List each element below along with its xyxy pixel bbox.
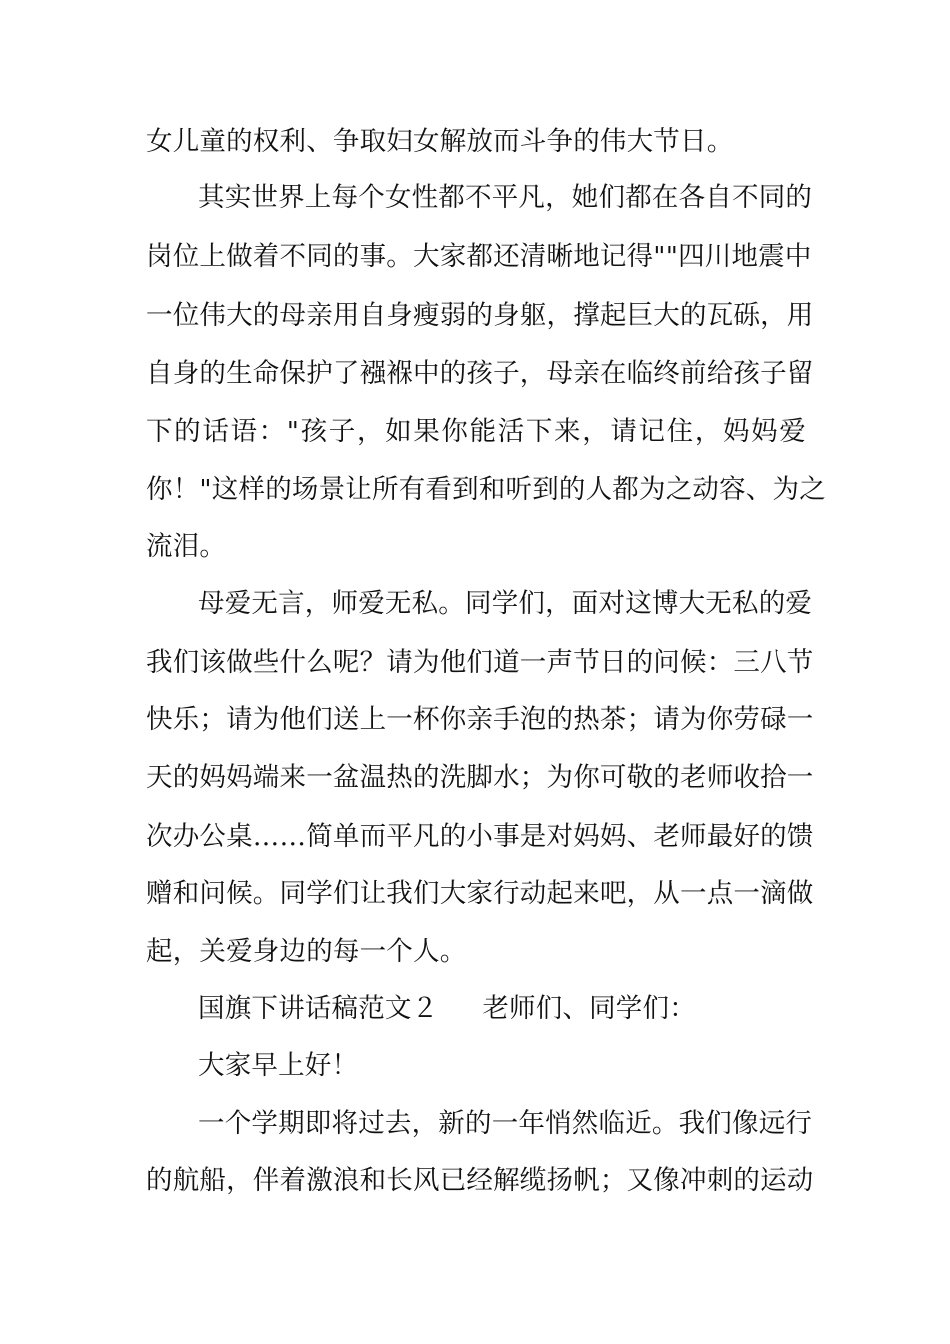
- paragraph-line: 一位伟大的母亲用自身瘦弱的身躯，撑起巨大的瓦砾，用: [146, 300, 814, 331]
- paragraph-line: 母爱无言，师爱无私。同学们，面对这博大无私的爱: [198, 588, 813, 619]
- paragraph-line: 起，关爱身边的每一个人。: [146, 936, 467, 967]
- paragraph-line: 你！"这样的场景让所有看到和听到的人都为之动容、为之: [146, 474, 826, 505]
- heading-greeting: 老师们、同学们：: [482, 993, 696, 1024]
- paragraph-line: 天的妈妈端来一盆温热的洗脚水；为你可敬的老师收拾一: [146, 762, 814, 793]
- heading-title: 国旗下讲话稿范文２: [198, 993, 439, 1024]
- paragraph-line: 流泪。: [146, 531, 227, 562]
- paragraph-line: 一个学期即将过去，新的一年悄然临近。我们像远行: [198, 1108, 813, 1139]
- paragraph-line: 自身的生命保护了襁褓中的孩子，母亲在临终前给孩子留: [146, 358, 814, 389]
- paragraph-line: 岗位上做着不同的事。大家都还清晰地记得""四川地震中: [146, 241, 812, 272]
- paragraph-line: 的航船，伴着激浪和长风已经解缆扬帆；又像冲刺的运动: [146, 1165, 814, 1196]
- paragraph-line: 我们该做些什么呢？请为他们道一声节日的问候：三八节: [146, 647, 814, 678]
- paragraph-line: 女儿童的权利、争取妇女解放而斗争的伟大节日。: [146, 126, 734, 157]
- paragraph-line: 其实世界上每个女性都不平凡，她们都在各自不同的: [198, 182, 813, 213]
- section-heading: [198, 989, 806, 1029]
- paragraph-line: 下的话语："孩子，如果你能活下来，请记住，妈妈爱: [146, 416, 806, 447]
- paragraph-line: 次办公桌……简单而平凡的小事是对妈妈、老师最好的馈: [146, 821, 814, 852]
- paragraph-line: 赠和问候。同学们让我们大家行动起来吧，从一点一滴做: [146, 878, 814, 909]
- paragraph-line: 快乐；请为他们送上一杯你亲手泡的热茶；请为你劳碌一: [146, 704, 814, 735]
- paragraph-line: 大家早上好！: [198, 1050, 359, 1081]
